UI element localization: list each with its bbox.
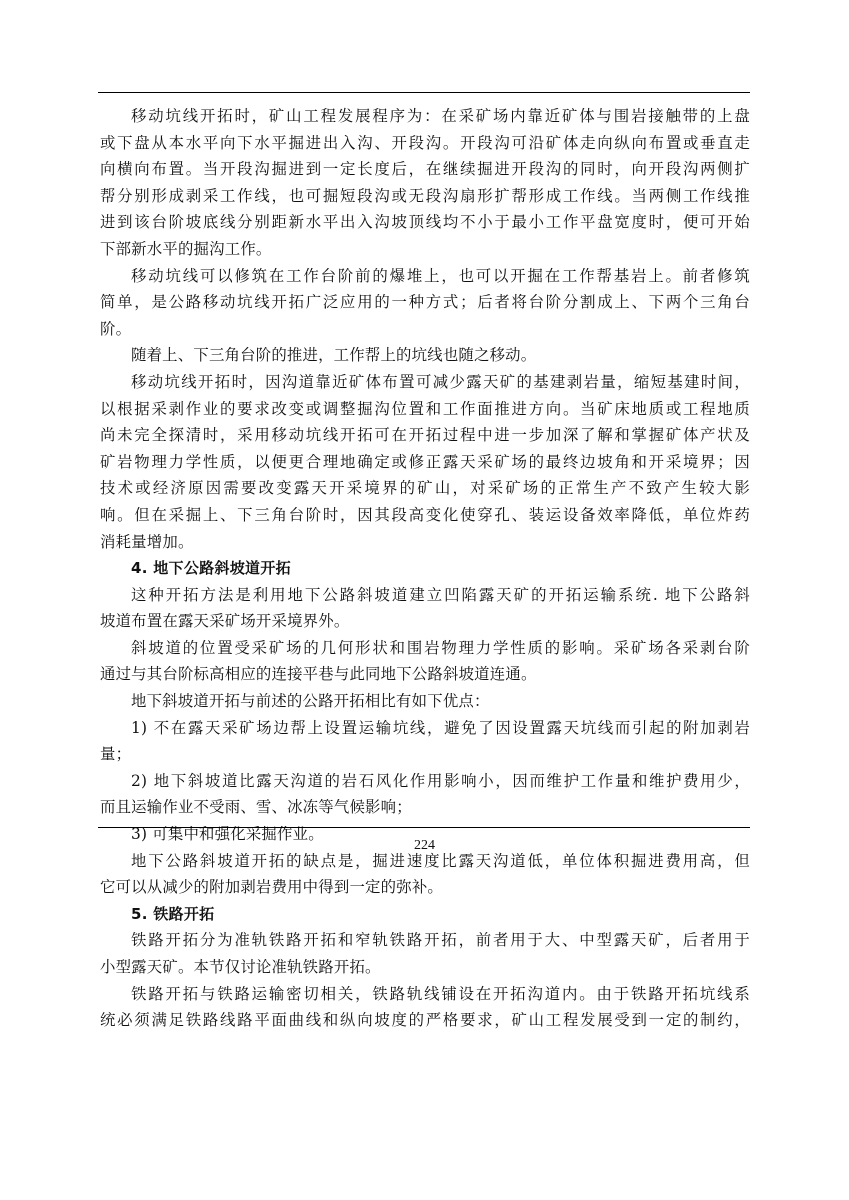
text-line: 1) 不在露天采矿场边帮上设置运输坑线，避免了因设置露天坑线而引起的附加剥岩: [131, 718, 750, 737]
text-line: 地下公路斜坡道开拓的缺点是，掘进速度比露天沟道低，单位体积掘进费用高，但: [131, 851, 750, 870]
footer-rule: [98, 827, 750, 828]
text-line: 移动坑线开拓时，因沟道靠近矿体布置可减少露天矿的基建剥岩量，缩短基建时间，: [131, 372, 750, 391]
text-line: 它可以从减少的附加剥岩费用中得到一定的弥补。: [100, 878, 443, 897]
text-line: 矿岩物理力学性质，以便更合理地确定或修正露天采矿场的最终边坡角和开采境界；因: [100, 452, 750, 471]
text-line: 技术或经济原因需要改变露天开采境界的矿山，对采矿场的正常生产不致产生较大影: [100, 479, 750, 498]
text-line: 以根据采剥作业的要求改变或调整掘沟位置和工作面推进方向。当矿床地质或工程地质: [100, 399, 750, 418]
text-line: 简单，是公路移动坑线开拓广泛应用的一种方式；后者将台阶分割成上、下两个三角台: [100, 293, 750, 312]
text-line: 铁路开拓与铁路运输密切相关，铁路轨线铺设在开拓沟道内。由于铁路开拓坑线系: [131, 984, 750, 1003]
text-line: 阶。: [100, 319, 132, 338]
text-line: 通过与其台阶标高相应的连接平巷与此同地下公路斜坡道连通。: [100, 665, 537, 684]
text-line: 而且运输作业不受雨、雪、冰冻等气候影响；: [100, 798, 412, 817]
text-line: 移动坑线可以修筑在工作台阶前的爆堆上，也可以开掘在工作帮基岩上。前者修筑: [131, 266, 750, 285]
text-line: 消耗量增加。: [100, 532, 194, 551]
text-line: 帮分别形成剥采工作线，也可掘短段沟或无段沟扇形扩帮形成工作线。当两侧工作线推: [100, 186, 750, 205]
text-line: 下部新水平的掘沟工作。: [100, 239, 272, 258]
text-line: 量；: [100, 745, 132, 764]
text-line: 统必须满足铁路线路平面曲线和纵向坡度的严格要求，矿山工程发展受到一定的制约，: [100, 1011, 750, 1030]
page-number: 224: [414, 838, 435, 853]
text-line: 地下斜坡道开拓与前述的公路开拓相比有如下优点：: [131, 692, 490, 711]
text-line: 进到该台阶坡底线分别距新水平出入沟坡顶线均不小于最小工作平盘宽度时，便可开始: [100, 213, 750, 232]
text-line: 随着上、下三角台阶的推进，工作帮上的坑线也随之移动。: [131, 346, 537, 365]
text-line: 尚未完全探清时，采用移动坑线开拓可在开拓过程中进一步加深了解和掌握矿体产状及: [100, 426, 750, 445]
text-line: 小型露天矿。本节仅讨论准轨铁路开拓。: [100, 958, 381, 976]
text-line: 铁路开拓分为准轨铁路开拓和窄轨铁路开拓，前者用于大、中型露天矿，后者用于: [131, 931, 750, 950]
text-line: 响。但在采掘上、下三角台阶时，因其段高变化使穿孔、装运设备效率降低，单位炸药: [100, 505, 750, 524]
text-line: 斜坡道的位置受采矿场的几何形状和围岩物理力学性质的影响。采矿场各采剥台阶: [131, 638, 750, 657]
header-rule: [98, 92, 750, 93]
text-line: 向横向布置。当开段沟掘进到一定长度后，在继续掘进开段沟的同时，向开段沟两侧扩: [100, 160, 750, 179]
text-line: 移动坑线开拓时，矿山工程发展程序为：在采矿场内靠近矿体与围岩接触带的上盘: [131, 107, 750, 125]
text-line: 或下盘从本水平向下水平掘进出入沟、开段沟。开段沟可沿矿体走向纵向布置或垂直走: [100, 133, 750, 152]
section-heading: 5. 铁路开拓: [131, 904, 215, 923]
text-line: 2) 地下斜坡道比露天沟道的岩石风化作用影响小，因而维护工作量和维护费用少，: [131, 771, 750, 790]
page-body: [100, 103, 750, 1034]
text-line: 这种开拓方法是利用地下公路斜坡道建立凹陷露天矿的开拓运输系统. 地下公路斜: [131, 585, 750, 604]
text-line: 3) 可集中和强化采掘作业。: [131, 825, 324, 844]
section-heading: 4. 地下公路斜坡道开拓: [131, 559, 291, 578]
text-line: 坡道布置在露天采矿场开采境界外。: [100, 612, 350, 631]
